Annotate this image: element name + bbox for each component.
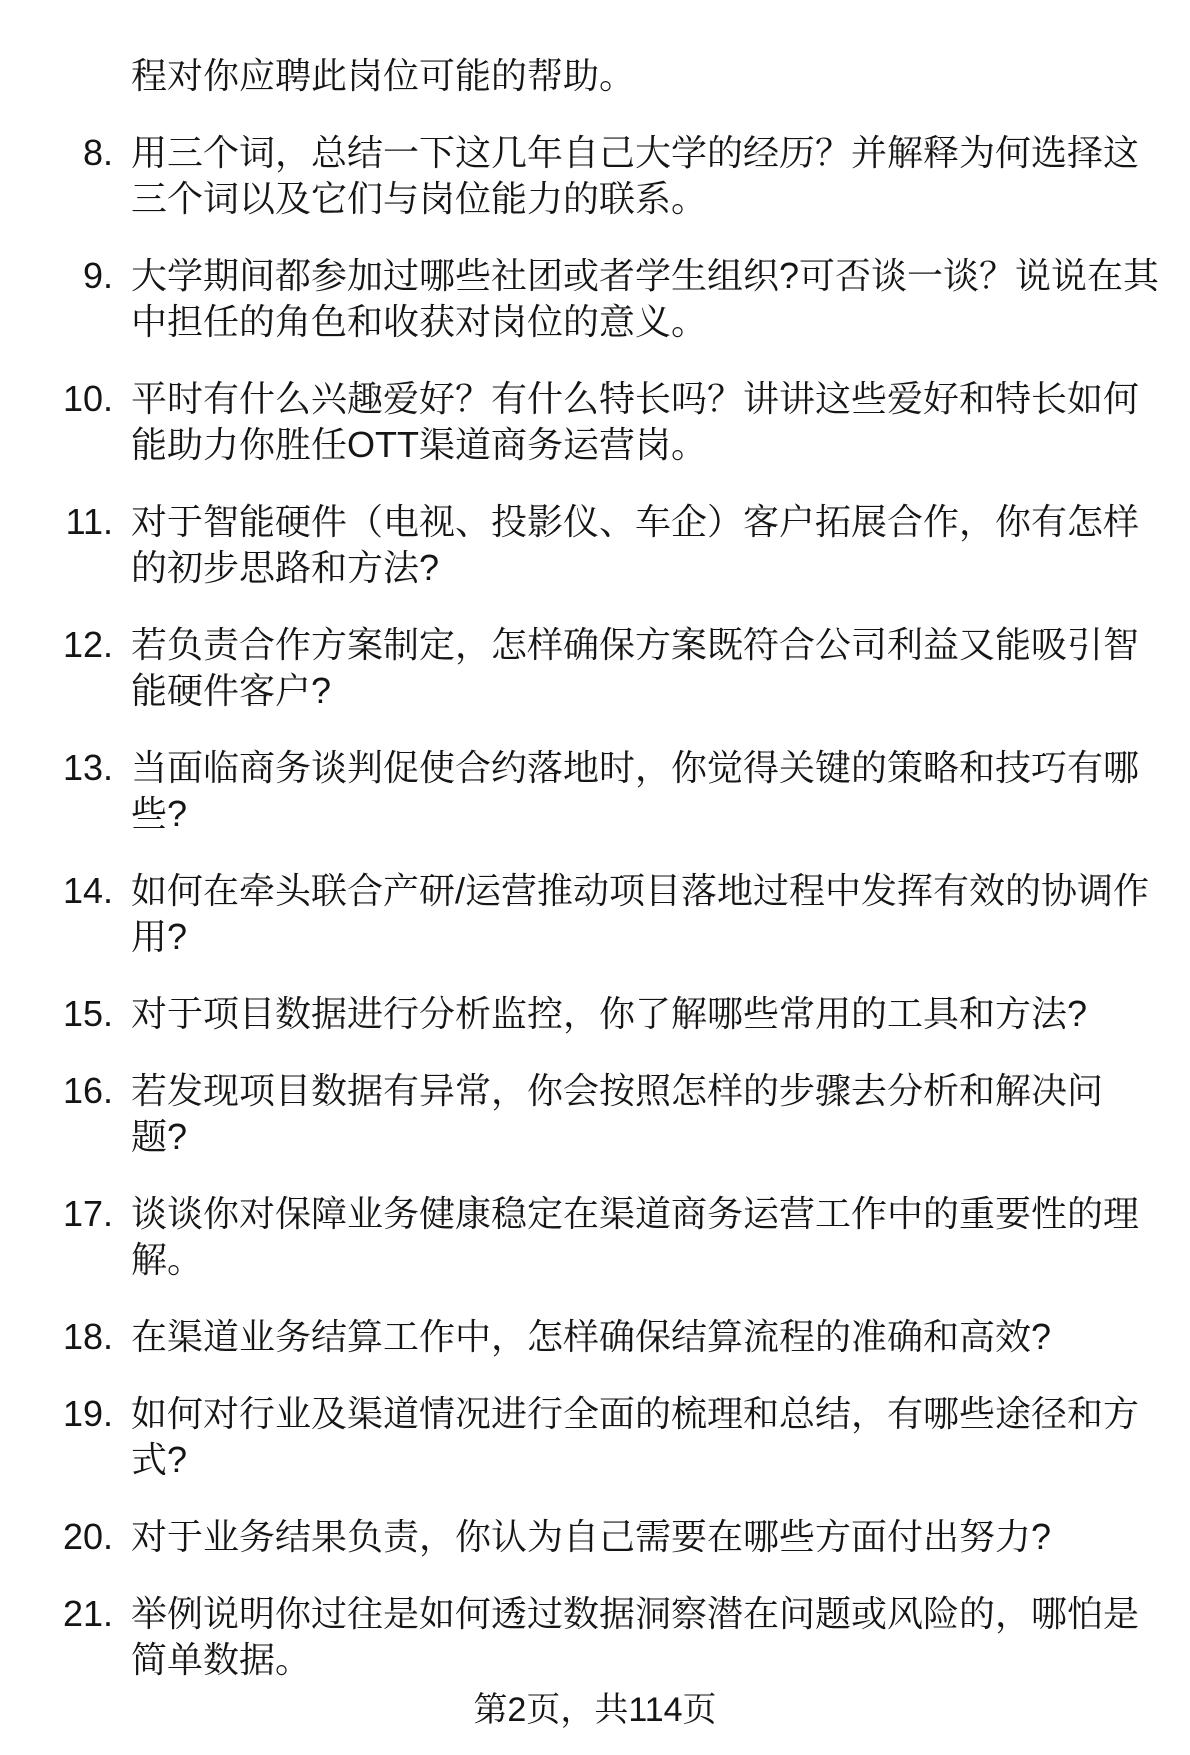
question-line: 用三个词，总结一下这几年自己大学的经历？并解释为何选择这	[131, 132, 1140, 173]
question-text	[131, 868, 1171, 960]
question-text	[131, 253, 1171, 345]
question-item	[0, 745, 1190, 837]
question-item	[0, 130, 1190, 222]
question-line: 谈谈你对保障业务健康稳定在渠道商务运营工作中的重要性的理	[131, 1193, 1140, 1234]
question-item	[0, 1391, 1190, 1483]
question-text	[131, 622, 1171, 714]
question-text	[131, 1591, 1171, 1683]
question-line: 的初步思路和方法?	[131, 547, 440, 588]
question-line: 题?	[131, 1116, 188, 1157]
question-text	[131, 1314, 1171, 1360]
page-footer: 第2页，共114页	[473, 1691, 717, 1729]
question-line: 当面临商务谈判促使合约落地时，你觉得关键的策略和技巧有哪	[131, 747, 1140, 788]
question-item	[0, 1591, 1190, 1683]
question-line: 程对你应聘此岗位可能的帮助。	[131, 55, 636, 96]
question-text	[131, 1191, 1171, 1283]
question-text	[131, 376, 1171, 468]
question-number: 12.	[62, 624, 113, 665]
question-number: 13.	[62, 747, 113, 788]
question-line: 中担任的角色和收获对岗位的意义。	[131, 301, 708, 342]
question-item	[0, 991, 1190, 1037]
question-line: 如何对行业及渠道情况进行全面的梳理和总结，有哪些途径和方	[131, 1393, 1140, 1434]
question-text	[131, 991, 1171, 1037]
question-line: 对于项目数据进行分析监控，你了解哪些常用的工具和方法?	[131, 993, 1088, 1034]
question-line: 如何在牵头联合产研/运营推动项目落地过程中发挥有效的协调作	[131, 870, 1150, 911]
question-number: 18.	[62, 1316, 113, 1357]
question-line: 些?	[131, 793, 188, 834]
question-item	[0, 253, 1190, 345]
question-number: 21.	[62, 1593, 113, 1634]
question-line: 三个词以及它们与岗位能力的联系。	[131, 178, 708, 219]
question-text	[131, 1514, 1171, 1560]
question-line: 对于智能硬件（电视、投影仪、车企）客户拓展合作，你有怎样	[131, 501, 1140, 542]
question-text	[131, 1391, 1171, 1483]
question-item	[0, 622, 1190, 714]
question-number: 17.	[62, 1193, 113, 1234]
question-number: 19.	[62, 1393, 113, 1434]
question-item	[0, 1191, 1190, 1283]
question-line: 对于业务结果负责，你认为自己需要在哪些方面付出努力?	[131, 1516, 1052, 1557]
question-number: 10.	[62, 378, 113, 419]
question-line: 解。	[131, 1239, 204, 1280]
question-number: 8.	[82, 132, 113, 173]
question-line: 举例说明你过往是如何透过数据洞察潜在问题或风险的，哪怕是	[131, 1593, 1140, 1634]
question-text	[131, 499, 1171, 591]
question-item	[0, 499, 1190, 591]
question-line: 若发现项目数据有异常，你会按照怎样的步骤去分析和解决问	[131, 1070, 1104, 1111]
question-line: 简单数据。	[131, 1639, 312, 1680]
continuation-text	[0, 53, 1171, 99]
question-item	[0, 376, 1190, 468]
question-line: 能硬件客户?	[131, 670, 332, 711]
question-line: 平时有什么兴趣爱好？有什么特长吗？讲讲这些爱好和特长如何	[131, 378, 1140, 419]
question-list	[0, 53, 1190, 1683]
question-number: 14.	[62, 870, 113, 911]
question-item	[0, 1314, 1190, 1360]
question-number: 9.	[82, 255, 113, 296]
question-line: 在渠道业务结算工作中，怎样确保结算流程的准确和高效?	[131, 1316, 1052, 1357]
question-line: 用?	[131, 916, 188, 957]
question-line: 式?	[131, 1439, 188, 1480]
question-text	[131, 130, 1171, 222]
question-line: 能助力你胜任OTT渠道商务运营岗。	[131, 424, 707, 465]
question-number: 11.	[65, 501, 113, 542]
question-item	[0, 1068, 1190, 1160]
question-number: 20.	[62, 1516, 113, 1557]
question-item	[0, 1514, 1190, 1560]
question-line: 大学期间都参加过哪些社团或者学生组织?可否谈一谈？说说在其	[131, 255, 1160, 296]
question-line: 若负责合作方案制定，怎样确保方案既符合公司利益又能吸引智	[131, 624, 1140, 665]
question-number: 15.	[62, 993, 113, 1034]
question-text	[131, 1068, 1171, 1160]
question-number: 16.	[62, 1070, 113, 1111]
question-text	[131, 745, 1171, 837]
question-item	[0, 868, 1190, 960]
